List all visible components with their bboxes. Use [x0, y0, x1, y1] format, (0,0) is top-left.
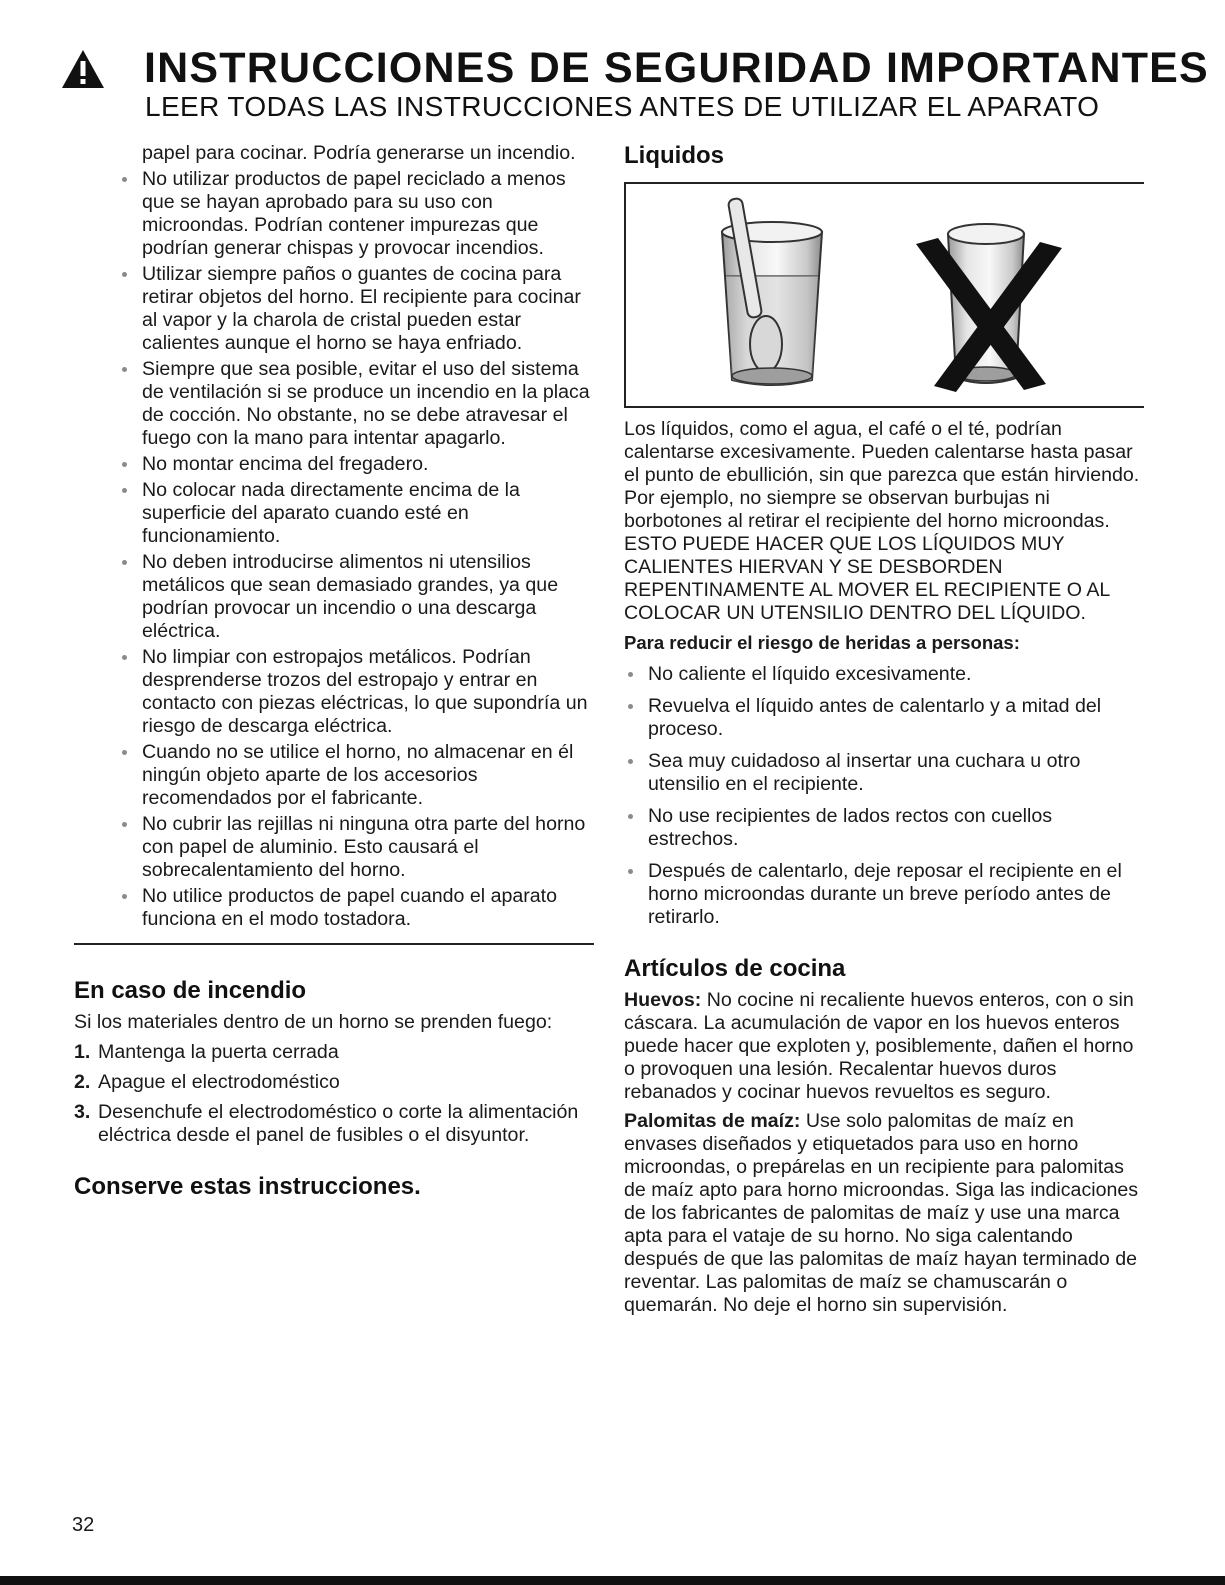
warning-triangle-icon	[60, 48, 106, 90]
step-text: Apague el electrodoméstico	[98, 1071, 340, 1093]
page-number: 32	[72, 1514, 95, 1536]
list-item: No limpiar con estropajos metálicos. Podrían desprenderse trozos del estropajo y entrar en contacto con piezas eléctricas, lo que supondría un riesgo de descarga eléctrica.	[74, 646, 594, 738]
safety-bullet-list	[74, 168, 594, 931]
list-item: Cuando no se utilice el horno, no almacenar en él ningún objeto aparte de los accesorios recomendados por el fabricante.	[74, 741, 594, 810]
kitchen-items-heading: Artículos de cocina	[624, 955, 846, 982]
list-item: No deben introducirse alimentos ni utensilios metálicos que sean demasiado grandes, ya que podrían provocar un incendio o una descarga eléctrica.	[74, 551, 594, 643]
list-item: No use recipientes de lados rectos con cuellos estrechos.	[624, 805, 1144, 851]
eggs-text: No cocine ni recaliente huevos enteros, con o sin cáscara. La acumulación de vapor en los huevos enteros puede hacer que exploten y, posiblemente, dañen el horno o provoquen una lesión. Recalentar huevos duros rebanados y cocinar huevos revueltos es seguro.	[624, 989, 1134, 1103]
list-item: Utilizar siempre paños o guantes de cocina para retirar objetos del horno. El recipiente para cocinar al vapor y la charola de cristal pueden estar calientes aunque el horno se haya enfriado.	[74, 263, 594, 355]
glass-with-spoon	[722, 198, 822, 385]
list-item: Revuelva el líquido antes de calentarlo y a mitad del proceso.	[624, 695, 1144, 741]
list-item: Después de calentarlo, deje reposar el recipiente en el horno microondas durante un breve período antes de retirarlo.	[624, 860, 1144, 929]
step-number: 2.	[74, 1071, 91, 1093]
list-item: No caliente el líquido excesivamente.	[624, 663, 1144, 686]
left-column	[74, 142, 594, 1201]
list-item: No utilizar productos de papel reciclado a menos que se hayan aprobado para su uso con microondas. Podrían contener impurezas que podrían generar chispas y provocar incendios.	[74, 168, 594, 260]
keep-instructions-heading: Conserve estas instrucciones.	[74, 1173, 421, 1200]
liquids-heading: Liquidos	[624, 142, 724, 169]
step-text: Mantenga la puerta cerrada	[98, 1041, 339, 1063]
list-item: No colocar nada directamente encima de la superficie del aparato cuando esté en funcionamiento.	[74, 479, 594, 548]
page-title: INSTRUCCIONES DE SEGURIDAD IMPORTANTES	[144, 44, 1209, 92]
liquids-paragraph: Los líquidos, como el agua, el café o el té, podrían calentarse excesivamente. Pueden calentarse hasta pasar el punto de ebullición, sin que parezca que están hirviendo. Por ejemplo, no siempre se observan burbujas ni borbotones al retirar el recipiente del horno microondas. ESTO PUEDE HACER QUE LOS LÍQUIDOS MUY CALIENTES HIERVAN Y SE DESBORDEN REPENTINAMENTE AL MOVER EL RECIPIENTE O AL COLOCAR UN UTENSILIO DENTRO DEL LÍQUIDO.	[624, 418, 1140, 624]
list-item: No utilice productos de papel cuando el aparato funciona en el modo tostadora.	[74, 885, 594, 931]
list-item	[74, 1101, 594, 1147]
step-number: 1.	[74, 1041, 91, 1063]
risk-heading: Para reducir el riesgo de heridas a personas:	[624, 632, 1020, 653]
popcorn-label: Palomitas de maíz:	[624, 1110, 801, 1132]
popcorn-paragraph	[624, 1110, 1144, 1317]
bottom-border	[0, 1576, 1225, 1585]
eggs-label: Huevos:	[624, 989, 702, 1011]
list-item	[74, 1041, 594, 1064]
continued-paragraph: papel para cocinar. Podría generarse un incendio.	[142, 142, 576, 164]
glass-illustration-icon	[626, 184, 1142, 404]
page-subtitle: LEER TODAS LAS INSTRUCCIONES ANTES DE UTILIZAR EL APARATO	[145, 91, 1100, 122]
fire-heading: En caso de incendio	[74, 977, 307, 1004]
popcorn-text: Use solo palomitas de maíz en envases diseñados y etiquetados para uso en horno microondas, o prepárelas en un recipiente para palomitas de maíz apto para horno microondas. Siga las indicaciones de los fabricantes de palomitas de maíz y use una marca apta para el vataje de su horno. No siga calentando después de que las palomitas de maíz hayan terminado de reventar. Las palomitas de maíz se chamuscarán o quemarán. No deje el horno sin supervisión.	[624, 1110, 1139, 1316]
section-divider	[74, 943, 594, 945]
list-item	[74, 1071, 594, 1094]
fire-steps-list	[74, 1041, 594, 1147]
liquids-illustration	[624, 182, 1144, 408]
eggs-paragraph	[624, 989, 1144, 1104]
list-item: Sea muy cuidadoso al insertar una cuchara u otro utensilio en el recipiente.	[624, 750, 1144, 796]
list-item: Siempre que sea posible, evitar el uso del sistema de ventilación si se produce un incendio en la placa de cocción. No obstante, no se debe atravesar el fuego con la mano para intentar apagarlo.	[74, 358, 594, 450]
fire-intro: Si los materiales dentro de un horno se prenden fuego:	[74, 1011, 553, 1033]
step-text: Desenchufe el electrodoméstico o corte la alimentación eléctrica desde el panel de fusibles o el disyuntor.	[98, 1101, 579, 1146]
risk-bullet-list	[624, 663, 1144, 929]
step-number: 3.	[74, 1101, 91, 1123]
list-item: No montar encima del fregadero.	[74, 453, 594, 476]
list-item: No cubrir las rejillas ni ninguna otra parte del horno con papel de aluminio. Esto causará el sobrecalentamiento del horno.	[74, 813, 594, 882]
right-column	[624, 142, 1144, 1317]
